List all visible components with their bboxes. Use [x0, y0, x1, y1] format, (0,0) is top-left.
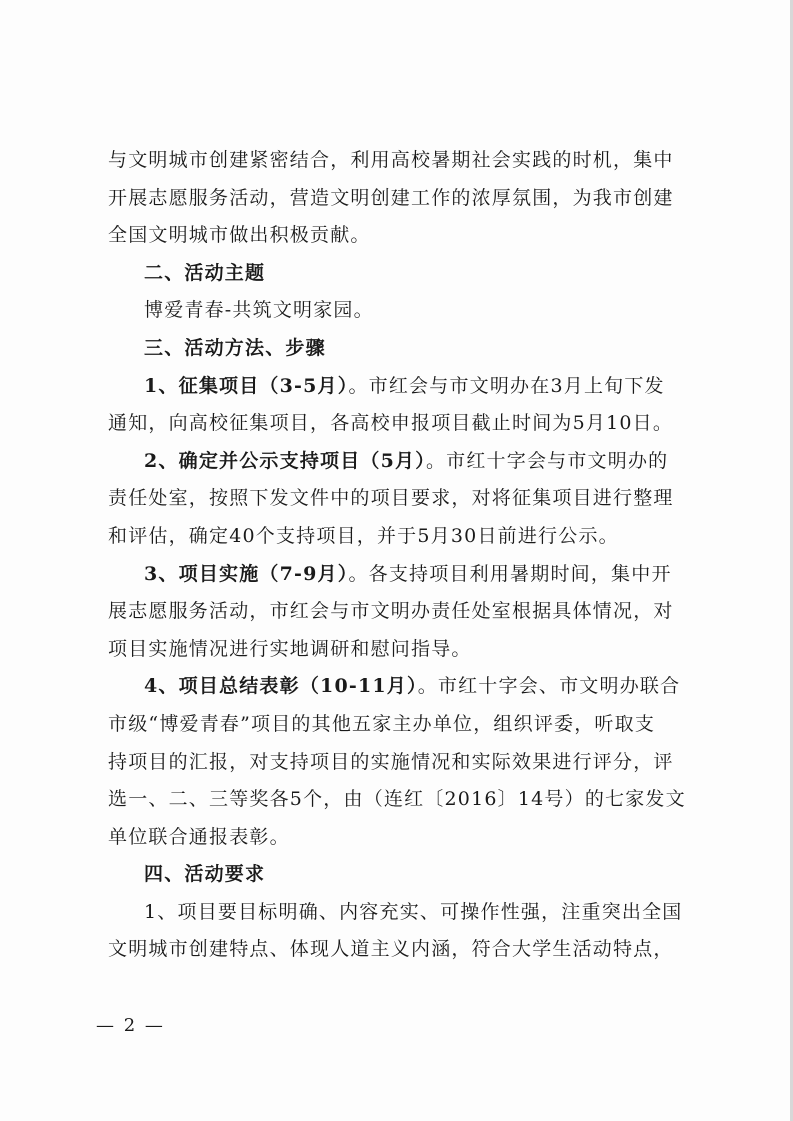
- paragraph-line: 和评估，确定40个支持项目，并于5月30日前进行公示。: [108, 524, 619, 547]
- paragraph-line: 开展志愿服务活动，营造文明创建工作的浓厚氛围，为我市创建: [108, 186, 674, 209]
- paragraph-line: 持项目的汇报，对支持项目的实施情况和实际效果进行评分，评: [108, 750, 674, 773]
- paragraph-line: 市级“博爱青春”项目的其他五家主办单位，组织评委，听取支: [108, 712, 656, 735]
- step-1-line: [108, 368, 688, 406]
- step-4-title: 4、项目总结表彰（10-11月）: [144, 675, 418, 698]
- step-2-line: [108, 443, 688, 481]
- page-number: — 2 —: [96, 1015, 165, 1036]
- paragraph-line: 文明城市创建特点、体现人道主义内涵，符合大学生活动特点，: [108, 938, 674, 961]
- paragraph-line: 全国文明城市做出积极贡献。: [108, 224, 371, 247]
- section-heading-requirements: 四、活动要求: [144, 863, 266, 886]
- theme-text: 博爱青春-共筑文明家园。: [144, 299, 374, 322]
- paragraph-line: 责任处室，按照下发文件中的项目要求，对将征集项目进行整理: [108, 487, 674, 510]
- paragraph-line: 项目实施情况进行实地调研和慰问指导。: [108, 637, 472, 660]
- paragraph-line: 与文明城市创建紧密结合，利用高校暑期社会实践的时机，集中: [108, 149, 674, 171]
- step-1-text: 。市红会与市文明办在3月上旬下发: [348, 374, 665, 397]
- paragraph-line: 单位联合通报表彰。: [108, 825, 290, 848]
- step-3-title: 3、项目实施（7-9月）: [144, 562, 349, 585]
- paragraph-line: 选一、二、三等奖各5个，由（连红〔2016〕14号）的七家发文: [108, 788, 686, 811]
- step-4-text: 。市红十字会、市文明办联合: [417, 675, 681, 698]
- step-1-title: 1、征集项目（3-5月）: [144, 374, 349, 397]
- step-3-text: 。各支持项目利用暑期时间，集中开: [348, 562, 672, 585]
- paragraph-line: 通知，向高校征集项目，各高校申报项目截止时间为5月10日。: [108, 412, 674, 435]
- requirement-1-line: 1、项目要目标明确、内容充实、可操作性强，注重突出全国: [144, 900, 683, 923]
- step-3-line: [108, 556, 688, 594]
- step-2-title: 2、确定并公示支持项目（5月）: [144, 449, 426, 472]
- section-heading-methods: 三、活动方法、步骤: [144, 336, 326, 359]
- paragraph-line: 展志愿服务活动，市红会与市文明办责任处室根据具体情况，对: [108, 600, 674, 623]
- step-2-text: 。市红十字会与市文明办的: [425, 449, 669, 472]
- section-heading-theme: 二、活动主题: [144, 261, 266, 284]
- document-body: [108, 142, 688, 969]
- step-4-line: [108, 668, 688, 706]
